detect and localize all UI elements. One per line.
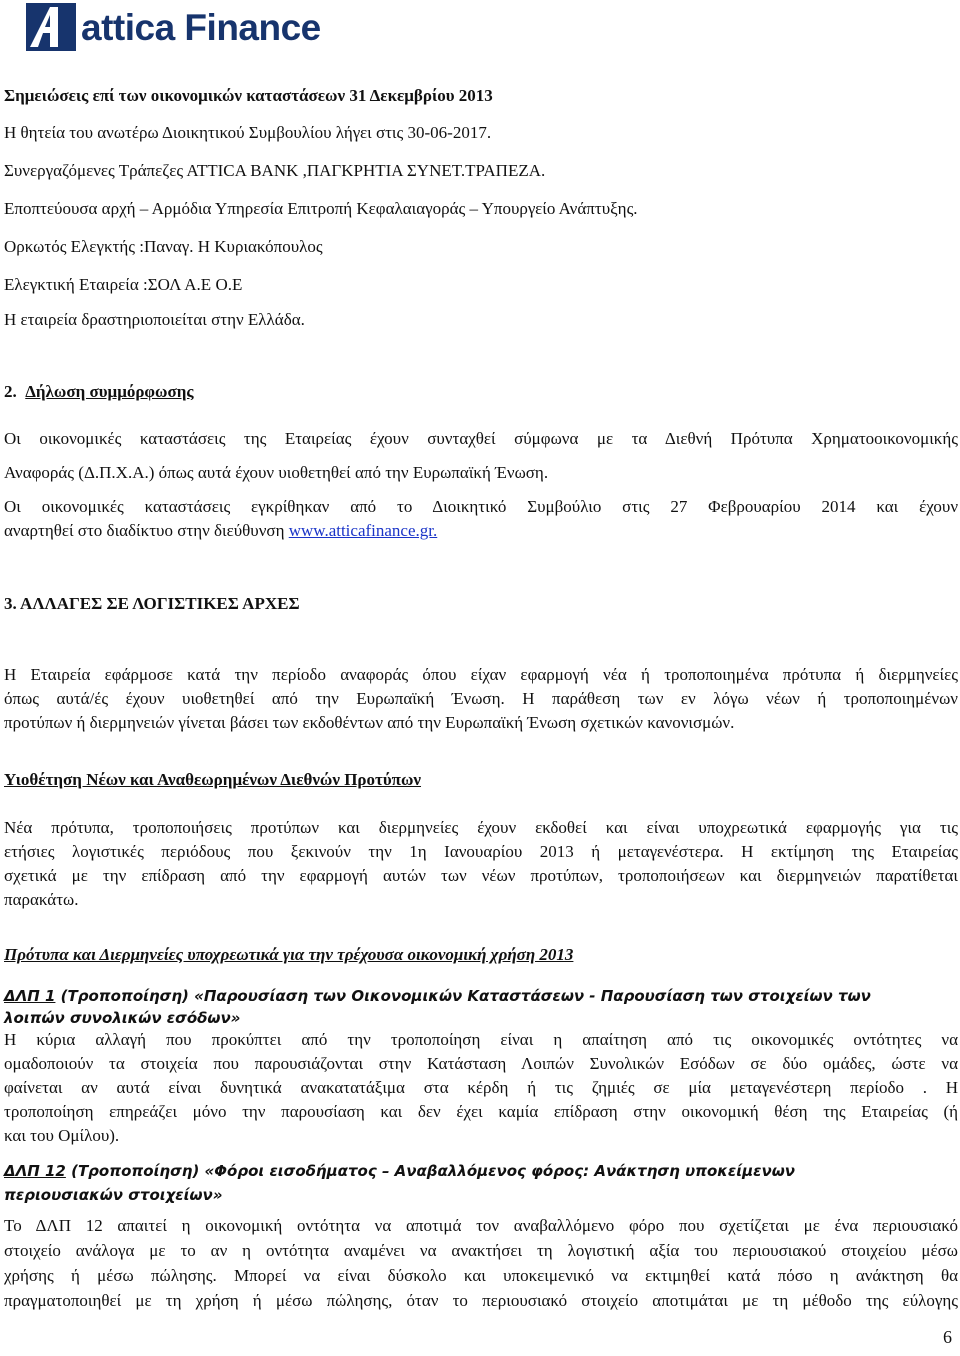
info-line: Ορκωτός Ελεγκτής :Παναγ. Η Κυριακόπουλος (4, 237, 323, 256)
adoption-paragraph-line: ετήσιες λογιστικές περιόδους που ξεκινούν την 1η Ιανουαρίου 2013 ή μεταγενέστερα. Η εκτίμηση της Εταιρείας (4, 842, 958, 861)
ias12-paragraph-line: πραγματοποιηθεί με τη χρήση ή μέσω πώλησης, όταν το περιουσιακό στοιχείο αποτιμάται με τη μέθοδο της εύλογης (4, 1291, 958, 1310)
ias12-title-code: ΔΛΠ 12 (4, 1162, 66, 1180)
brand-name: attica Finance (81, 6, 321, 48)
section-2-paragraph-line: Οι οικονομικές καταστάσεις της Εταιρείας έχουν συνταχθεί σύμφωνα με τα Διεθνή Πρότυπα Χρηματοοικονομικής (4, 429, 958, 448)
section-3-paragraph-line: Η Εταιρεία εφάρμοσε κατά την περίοδο αναφοράς όπου είχαν εφαρμογή νέα ή τροποποιημένα πρότυπα ή διερμηνείες (4, 665, 958, 684)
adoption-paragraph-line: σχετικά με την επίδραση από την εφαρμογή αυτών των νέων προτύπων, τροποποιήσεων και διερμηνειών παρατίθεται (4, 866, 958, 885)
ias12-paragraph-line: χρήσης ή μέσω πώλησης. Μπορεί να είναι δύσκολο και υποκειμενικό να εκτιμηθεί κατά πόσο η ανάκτηση θα (4, 1266, 958, 1285)
info-line: Συνεργαζόμενες Τράπεζες ΑΤΤΙCA BANK ,ΠΑΓΚΡΗΤΙΑ ΣΥΝΕΤ.ΤΡΑΠΕΖΑ. (4, 161, 546, 180)
section-2-title: Δήλωση συμμόρφωσης (25, 382, 194, 401)
notes-title: Σημειώσεις επί των οικονομικών καταστάσεων 31 Δεκεμβρίου 2013 (4, 86, 493, 105)
info-line: Ελεγκτική Εταιρεία :ΣΟΛ Α.Ε Ο.Ε (4, 275, 243, 294)
approval-line: Οι οικονομικές καταστάσεις εγκρίθηκαν από το Διοικητικό Συμβούλιο στις 27 Φεβρουαρίου 2014 και έχουν (4, 497, 958, 516)
section-2-paragraph-line: Αναφοράς (Δ.Π.Χ.Α.) όπως αυτά έχουν υιοθετηθεί από την Ευρωπαϊκή Ένωση. (4, 463, 549, 482)
ias12-title-text: (Τροποποίηση) «Φόροι εισοδήματος – Αναβαλλόμενος φόρος: Ανάκτηση υποκείμενων (65, 1162, 795, 1180)
ias1-paragraph-line: και του Ομίλου). (4, 1126, 120, 1145)
ias1-title-text: (Τροποποίηση) «Παρουσίαση των Οικονομικών Καταστάσεων - Παρουσίαση των στοιχείων των (55, 987, 871, 1005)
ias1-paragraph-line: Η κύρια αλλαγή που προκύπτει από την τροποποίηση είναι η απαίτηση από τις οικονομικές οντότητες να (4, 1030, 958, 1049)
ias12-title (4, 1160, 795, 1182)
website-link[interactable]: www.atticafinance.gr. (288, 521, 438, 540)
ias1-title (4, 985, 871, 1007)
ias12-paragraph-line: Το ΔΛΠ 12 απαιτεί η οικονομική οντότητα να αποτιμά τον αναβαλλόμενο φόρο που σχετίζεται με ένα περιουσιακό (4, 1216, 958, 1235)
section-3-title: 3. ΑΛΛΑΓΕΣ ΣΕ ΛΟΓΙΣΤΙΚΕΣ ΑΡΧΕΣ (4, 594, 300, 613)
adoption-paragraph-line: Νέα πρότυπα, τροποποιήσεις προτύπων και διερμηνείες έχουν εκδοθεί και είναι υποχρεωτικά εφαρμογής για τις (4, 818, 958, 837)
ias1-paragraph-line: ομαδοποιούν τα στοιχεία που παρουσιάζονται στην Κατάσταση Λοιπών Συνολικών Εσόδων σε δύο ομάδες, ώστε να (4, 1054, 958, 1073)
adoption-paragraph-line: παρακάτω. (4, 890, 79, 909)
ias1-paragraph-line: τροποποίηση επηρεάζει μόνο την παρουσίαση και δεν έχει καμία επίδραση στην οικονομική θέση της Εταιρείας (ή (4, 1102, 958, 1121)
section-3-paragraph-line: προτύπων ή διερμηνειών γίνεται βάσει των εκδοθέντων από την Ευρωπαϊκή Ένωση σχετικών κανονισμών. (4, 713, 735, 732)
info-line: Εποπτεύουσα αρχή – Αρμόδια Υπηρεσία Επιτροπή Κεφαλαιαγοράς – Υπουργείο Ανάπτυξης. (4, 199, 638, 218)
attica-a-logo-icon (26, 3, 76, 51)
ias1-paragraph-line: φαίνεται αν αυτά είναι δυνητικά ανακατατάξιμα στα κέρδη ή τις ζημιές σε μία μεταγενέστερη περίοδο . Η (4, 1078, 958, 1097)
adoption-heading: Υιοθέτηση Νέων και Αναθεωρημένων Διεθνών Προτύπων (4, 770, 422, 789)
ias12-title-line-2: περιουσιακών στοιχείων» (4, 1186, 223, 1204)
info-line: Η θητεία του ανωτέρω Διοικητικού Συμβουλίου λήγει στις 30-06-2017. (4, 123, 492, 142)
approval-text: αναρτηθεί στο διαδίκτυο στην διεύθυνση (4, 521, 289, 540)
page-number: 6 (943, 1327, 952, 1347)
company-logo (26, 3, 321, 51)
ias12-paragraph-line: στοιχείο ανάλογα με το αν η οντότητα αναμένει να ανακτήσει τη λογιστική αξία του περιουσιακού στοιχείου μέσω (4, 1241, 958, 1260)
approval-line (4, 520, 437, 542)
ias1-title-code: ΔΛΠ 1 (4, 987, 56, 1005)
mandatory-standards-heading: Πρότυπα και Διερμηνείες υποχρεωτικά για την τρέχουσα οικονομική χρήση 2013 (4, 945, 574, 964)
section-2-heading (4, 381, 194, 403)
section-2-number: 2. (4, 382, 17, 401)
section-3-paragraph-line: όπως αυτά/ές έχουν υιοθετηθεί από την Ευρωπαϊκή Ένωση. Η παράθεση των εν λόγω νέων ή τροποποιημένων (4, 689, 958, 708)
ias1-title-line-2: λοιπών συνολικών εσόδων» (4, 1009, 241, 1027)
info-line: Η εταιρεία δραστηριοποιείται στην Ελλάδα. (4, 310, 305, 329)
